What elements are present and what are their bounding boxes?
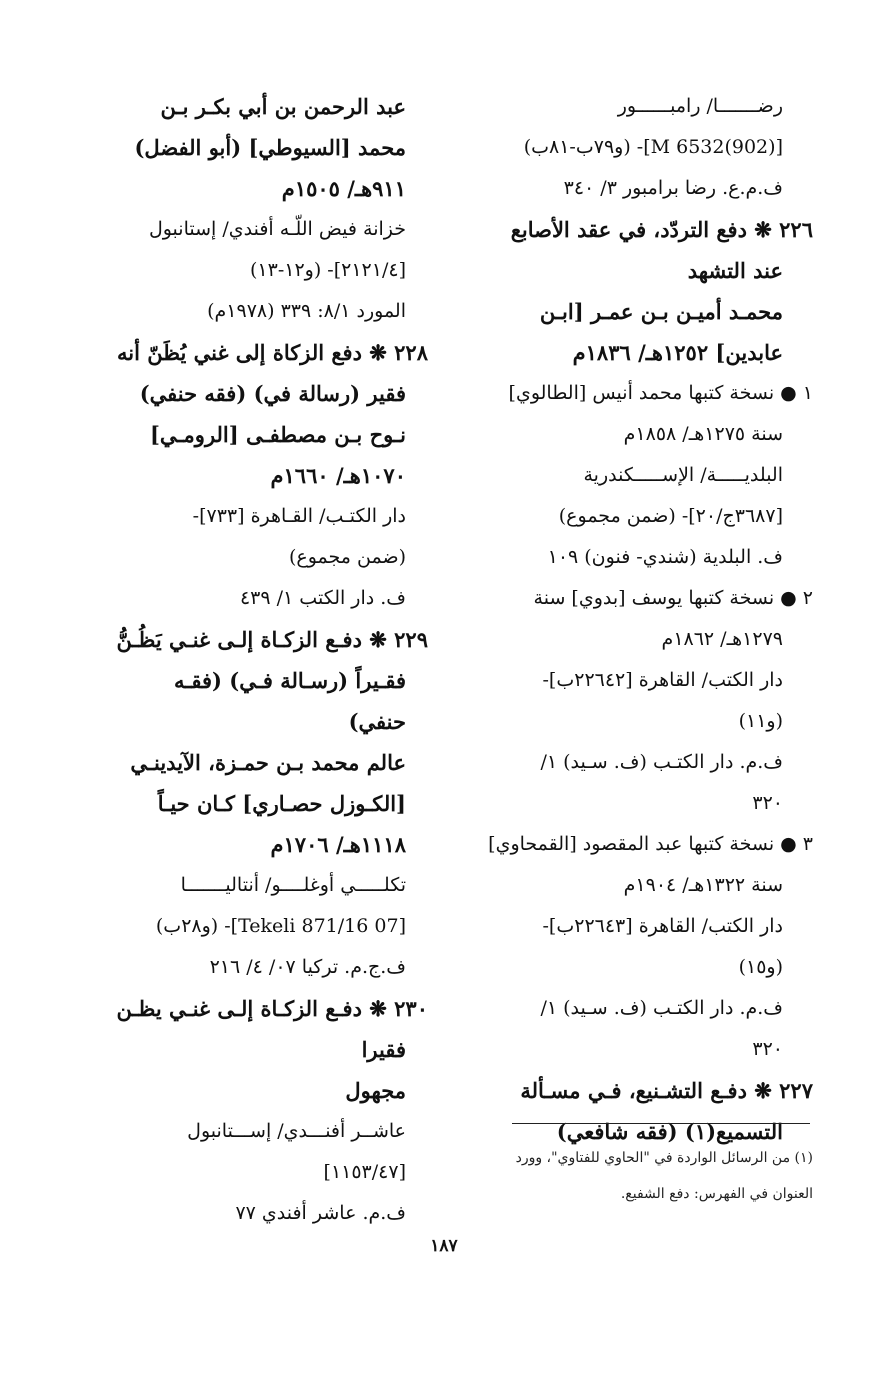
- left-column-line: دار الكتـب/ القـاهرة [٧٣٣]-: [192, 505, 406, 527]
- footnote-line: (١) من الرسائل الواردة في "الحاوي للفتاوي"، وورد: [515, 1150, 813, 1166]
- left-column-line: [07 Tekeli 871/16]- (و٢٨ب): [155, 915, 406, 937]
- right-column-line: ف.م. دار الكتـب (ف. سـيد) ١/: [540, 997, 783, 1019]
- left-column-line: حنفي): [348, 709, 406, 734]
- footnote-divider: [512, 1123, 810, 1124]
- right-column-line: التسميع(١) (فقه شافعي): [556, 1119, 783, 1144]
- left-column-line: خزانة فيض اللّـه أفندي/ إستانبول: [148, 218, 406, 240]
- right-column-line: ف. البلدية (شندي- فنون) ١٠٩: [547, 546, 783, 568]
- right-column-line: دار الكتب/ القاهرة [٢٢٦٤٣ب]-: [542, 915, 783, 937]
- right-column-line: (و١١): [738, 710, 783, 732]
- right-column-line: البلديـــــة/ الإســـــكندرية: [583, 464, 783, 486]
- right-column-line: دار الكتب/ القاهرة [٢٢٦٤٢ب]-: [542, 669, 783, 691]
- right-column-line: ١٢٧٩هـ/ ١٨٦٢م: [661, 628, 783, 650]
- left-column-line: ف. دار الكتب ١/ ٤٣٩: [239, 587, 406, 609]
- right-column-line: ٢٢٧ ❋ دفـع التشـنيع، فـي مسـألة: [520, 1078, 813, 1103]
- left-column-line: المورد ٨/١: ٣٣٩ (١٩٧٨م): [207, 300, 406, 322]
- right-column-line: ٢ ● نسخة كتبها يوسف [بدوي] سنة: [533, 587, 813, 609]
- left-column-line: ف.م. عاشر أفندي ٧٧: [235, 1202, 406, 1224]
- footnote-line: العنوان في الفهرس: دفع الشفيع.: [620, 1186, 813, 1202]
- right-column-line: ٣ ● نسخة كتبها عبد المقصود [القمحاوي]: [488, 833, 813, 855]
- right-column-line: سنة ١٣٢٢هـ/ ١٩٠٤م: [623, 874, 783, 896]
- left-column-line: ٩١١هـ/ ١٥٠٥م: [281, 176, 406, 201]
- left-column-line: ١١١٨هـ/ ١٧٠٦م: [270, 832, 406, 857]
- page-number: ١٨٧: [430, 1236, 458, 1256]
- left-column-line: نـوح بـن مصطفـى [الرومـي]: [149, 422, 406, 447]
- right-column-line: ١ ● نسخة كتبها محمد أنيس [الطالوي]: [508, 382, 813, 404]
- footnote: [478, 1140, 813, 1212]
- left-column-line: عاشــر أفنـــدي/ إســـتانبول: [187, 1120, 406, 1142]
- right-column-line: سنة ١٢٧٥هـ/ ١٨٥٨م: [623, 423, 783, 445]
- left-column-line: [الكـوزل حصـاري] كـان حيـاً: [157, 791, 406, 816]
- right-column-line: (و١٥): [738, 956, 783, 978]
- left-column-line: محمد [السيوطي] (أبو الفضل): [134, 135, 406, 160]
- right-column-line: [٣٦٨٧ج/٢٠]- (ضمن مجموع): [558, 505, 783, 527]
- left-column-line: مجهول: [345, 1078, 406, 1103]
- right-column-line: ٣٢٠: [752, 1038, 783, 1060]
- right-column-line: ف.م. دار الكتـب (ف. سـيد) ١/: [540, 751, 783, 773]
- right-column-line: ف.م.ع. رضا برامبور ٣/ ٣٤٠: [563, 177, 783, 199]
- right-column-line: عابدين] ١٢٥٢هـ/ ١٨٣٦م: [572, 340, 783, 365]
- right-column: [478, 86, 813, 1152]
- left-column-line: عالم محمد بـن حمـزة، الآيدينـي: [130, 750, 406, 775]
- left-column-line: (ضمن مجموع): [288, 546, 406, 568]
- right-column-line: ٣٢٠: [752, 792, 783, 814]
- left-column-line: ٢٢٨ ❋ دفع الزكاة إلى غني يُظَنّ أنه: [117, 340, 428, 365]
- left-column-line: فقـيراً (رسـالة فـي) (فقـه: [173, 668, 406, 693]
- left-column: [93, 86, 428, 1234]
- left-column-line: فقيرا: [361, 1037, 406, 1062]
- right-column-line: محمـد أميـن بـن عمـر [ابـن: [539, 299, 783, 324]
- left-column-line: تكلـــــي أوغلــــو/ أنتاليـــــــا: [180, 874, 406, 896]
- left-column-line: [٢١٢١/٤]- (و١٢-١٣): [249, 259, 406, 281]
- left-column-line: ٢٢٩ ❋ دفـع الزكـاة إلـى غنـي يَظُـنُّ: [116, 627, 428, 652]
- right-column-line: [M 6532(902)]- (و٧٩ب-٨١ب): [523, 136, 783, 158]
- left-column-line: فقير (رسالة في) (فقه حنفي): [139, 381, 406, 406]
- right-column-line: ٢٢٦ ❋ دفع التردّد، في عقد الأصابع: [510, 217, 813, 242]
- right-column-line: رضـــــــا/ رامبــــــور: [617, 95, 783, 117]
- right-column-line: عند التشهد: [687, 258, 783, 283]
- left-column-line: ف.ج.م. تركيا ٠٧/ ٤/ ٢١٦: [209, 956, 406, 978]
- left-column-line: ٢٣٠ ❋ دفـع الزكـاة إلـى غنـي يظـن: [116, 996, 428, 1021]
- left-column-line: [١١٥٣/٤٧]: [323, 1161, 406, 1183]
- left-column-line: عبد الرحمن بن أبي بكـر بـن: [160, 94, 406, 119]
- left-column-line: ١٠٧٠هـ/ ١٦٦٠م: [270, 463, 406, 488]
